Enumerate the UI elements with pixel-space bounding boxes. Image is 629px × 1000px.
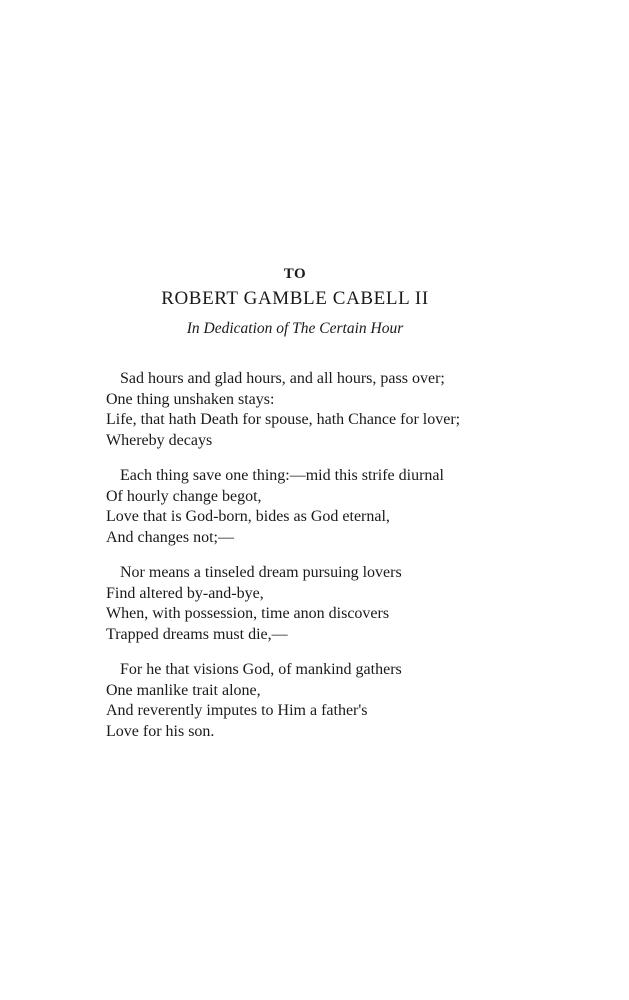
poem-line: Each thing save one thing:—mid this strife diurnal	[120, 467, 444, 484]
stanza-2	[106, 466, 526, 548]
poem-line: Of hourly change begot,	[106, 487, 262, 505]
poem-line: One manlike trait alone,	[106, 681, 261, 699]
poem-line: Find altered by-and-bye,	[106, 584, 264, 602]
stanza-3	[106, 563, 526, 645]
stanza-4	[106, 660, 526, 742]
dedication-subtitle: In Dedication of The Certain Hour	[186, 320, 404, 337]
poem-line: Love that is God-born, bides as God eternal,	[106, 508, 390, 525]
dedication-to: TO	[283, 266, 307, 282]
poem-line: When, with possession, time anon discovers	[106, 605, 390, 622]
poem-line: Trapped dreams must die,—	[106, 625, 288, 643]
poem-line: Sad hours and glad hours, and all hours, pass over;	[120, 370, 445, 387]
poem-line: And reverently imputes to Him a father's	[106, 702, 368, 719]
poem-line: Love for his son.	[106, 722, 215, 740]
poem-line: Whereby decays	[106, 431, 213, 449]
poem-line: For he that visions God, of mankind gathers	[120, 661, 402, 678]
dedicatee-name: ROBERT GAMBLE CABELL II	[161, 288, 429, 309]
poem-line: Nor means a tinseled dream pursuing lovers	[120, 564, 402, 581]
poem-line: One thing unshaken stays:	[106, 390, 275, 408]
poem-line: And changes not;—	[106, 528, 234, 546]
stanza-1	[106, 369, 526, 451]
poem-line: Life, that hath Death for spouse, hath Chance for lover;	[106, 411, 461, 428]
poem	[106, 369, 526, 757]
